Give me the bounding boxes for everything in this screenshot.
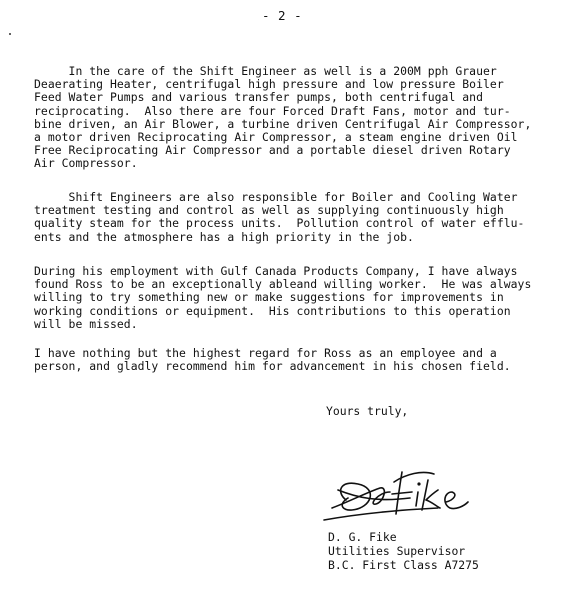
signer-block — [328, 530, 479, 572]
signer-name: D. G. Fike — [328, 530, 397, 544]
closing-salutation: Yours truly, — [326, 404, 409, 418]
page-number: - 2 - — [262, 8, 303, 23]
handwritten-signature — [318, 462, 478, 526]
paragraph-employment: During his employment with Gulf Canada Products Company, I have always found Ross to be an exceptionally ableand willing worker. He was always willing to try something new or make suggestions for improvements in working conditions or equipment. His contributions to this operation will be missed. — [34, 264, 532, 331]
signer-title: Utilities Supervisor — [328, 544, 466, 558]
signer-credential: B.C. First Class A7275 — [328, 558, 479, 572]
stray-mark — [9, 33, 11, 35]
paragraph-equipment: In the care of the Shift Engineer as well is a 200M pph Grauer Deaerating Heater, centrifugal high pressure and low pressure Boiler Feed Water Pumps and various transfer pumps, both centrifugal and reciprocating. Also there are four Forced Draft Fans, motor and tur- bine driven, an Air Blower, a turbine driven Centrifugal Air Compressor, a motor driven Reciprocating Air Compressor, a steam engine driven Oil Free Reciprocating Air Compressor and a portable diesel driven Rotary Air Compressor. — [34, 64, 532, 171]
paragraph-responsibilities: Shift Engineers are also responsible for Boiler and Cooling Water treatment testing and control as well as supplying continuously high quality steam for the process units. Pollution control of water efflu- ents and the atmosphere has a high priority in the job. — [34, 190, 525, 244]
paragraph-recommendation: I have nothing but the highest regard for Ross as an employee and a person, and gladly recommend him for advancement in his chosen field. — [34, 346, 511, 374]
